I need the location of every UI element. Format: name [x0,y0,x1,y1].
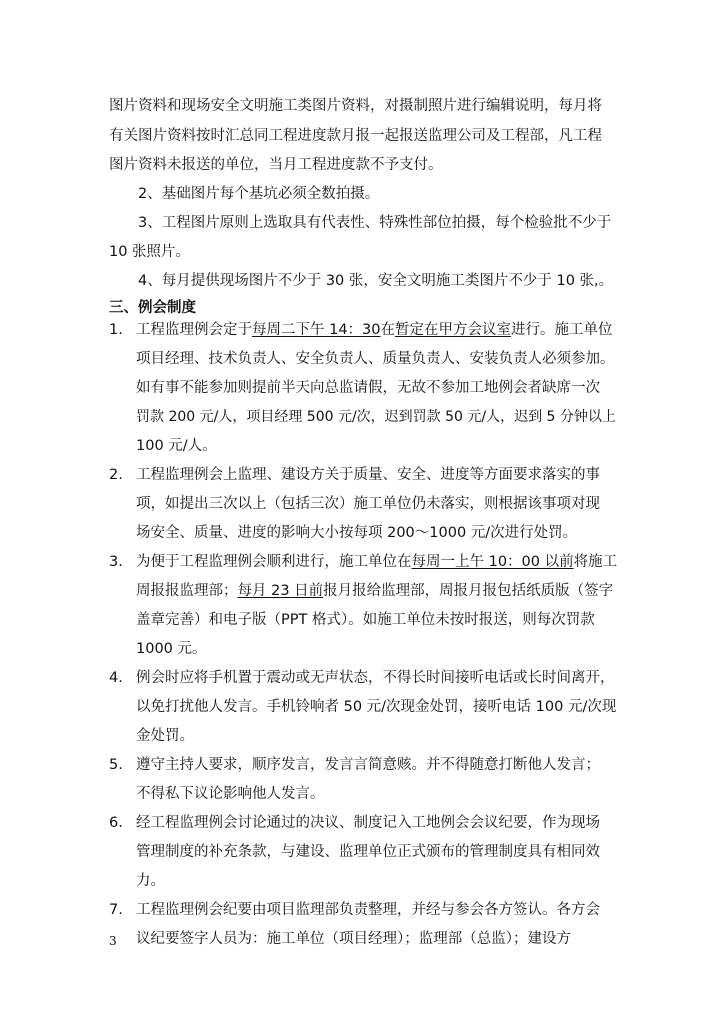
list-number: 4. [109,670,123,686]
list-item-line: 项，如提出三次以上（包括三次）施工单位仍未落实，则根据该事项对现 [136,496,600,512]
list-item-line: 工程监理例会上监理、建设方关于质量、安全、进度等方面要求落实的事 [136,467,600,483]
list-item-line: 工程监理例会定于每周二下午 14：30在暂定在甲方会议室进行。施工单位 [136,322,613,338]
list-number: 5. [109,757,123,773]
list-item-line: 场安全、质量、进度的影响大小按每项 200～1000 元/次进行处罚。 [136,525,578,541]
paragraph-line: 10 张照片。 [109,244,191,260]
paragraph-line: 图片资料和现场安全文明施工类图片资料，对摄制照片进行编辑说明，每月将 [109,98,602,114]
list-item-line: 力。 [136,873,165,889]
list-number: 2. [109,467,123,483]
list-item-line: 金处罚。 [136,728,194,744]
list-number: 1. [109,322,123,338]
list-item-line: 不得私下议论影响他人发言。 [136,786,325,802]
list-item-line: 如有事不能参加则提前半天向总监请假，无故不参加工地例会者缺席一次 [136,380,600,396]
page-number: 3 [109,934,117,948]
list-item-line: 盖章完善）和电子版（PPT 格式）。如施工单位未按时报送，则每次罚款 [136,612,595,628]
section-heading: 三、例会制度 [109,300,196,316]
paragraph-line: 有关图片资料按时汇总同工程进度款月报一起报送监理公司及工程部，凡工程 [109,128,602,144]
list-item-line: 经工程监理例会讨论通过的决议、制度记入工地例会会议纪要，作为现场 [136,815,600,831]
paragraph-line: 4、每月提供现场图片不少于 30 张，安全文明施工类图片不少于 10 张,。 [138,273,614,289]
list-item-line: 项目经理、技术负责人、安全负责人、质量负责人、安装负责人必须参加。 [136,351,615,367]
list-item-line: 罚款 200 元/人，项目经理 500 元/次，迟到罚款 50 元/人，迟到 5 分钟以上 [136,409,616,425]
list-item-line: 100 元/人。 [136,438,217,454]
paragraph-line: 3、工程图片原则上选取具有代表性、特殊性部位拍摄，每个检验批不少于 [138,215,612,231]
list-item-line: 1000 元。 [136,641,207,657]
list-item-line: 管理制度的补充条款，与建设、监理单位正式颁布的管理制度具有相同效 [136,844,600,860]
paragraph-line: 2、基础图片每个基坑必须全数拍摄。 [138,186,380,202]
list-item-line: 工程监理例会纪要由项目监理部负责整理，并经与参会各方签认。各方会 [136,902,600,918]
list-item-line: 遵守主持人要求，顺序发言，发言言简意赅。并不得随意打断他人发言； [136,757,600,773]
list-item-line: 为便于工程监理例会顺利进行，施工单位在每周一上午 10：00 以前将施工 [136,554,618,570]
list-item-line: 以免打扰他人发言。手机铃响者 50 元/次现金处罚，接听电话 100 元/次现 [136,699,617,715]
list-number: 7. [109,902,123,918]
list-number: 6. [109,815,123,831]
list-number: 3. [109,554,123,570]
list-item-line: 例会时应将手机置于震动或无声状态，不得长时间接听电话或长时间离开， [136,670,615,686]
list-item-line: 周报报监理部；每月 23 日前报月报给监理部，周报月报包括纸质版（签字 [136,583,614,599]
paragraph-line: 图片资料未报送的单位，当月工程进度款不予支付。 [109,157,443,173]
list-item-line: 议纪要签字人员为：施工单位（项目经理）；监理部（总监）；建设方 [136,931,571,947]
